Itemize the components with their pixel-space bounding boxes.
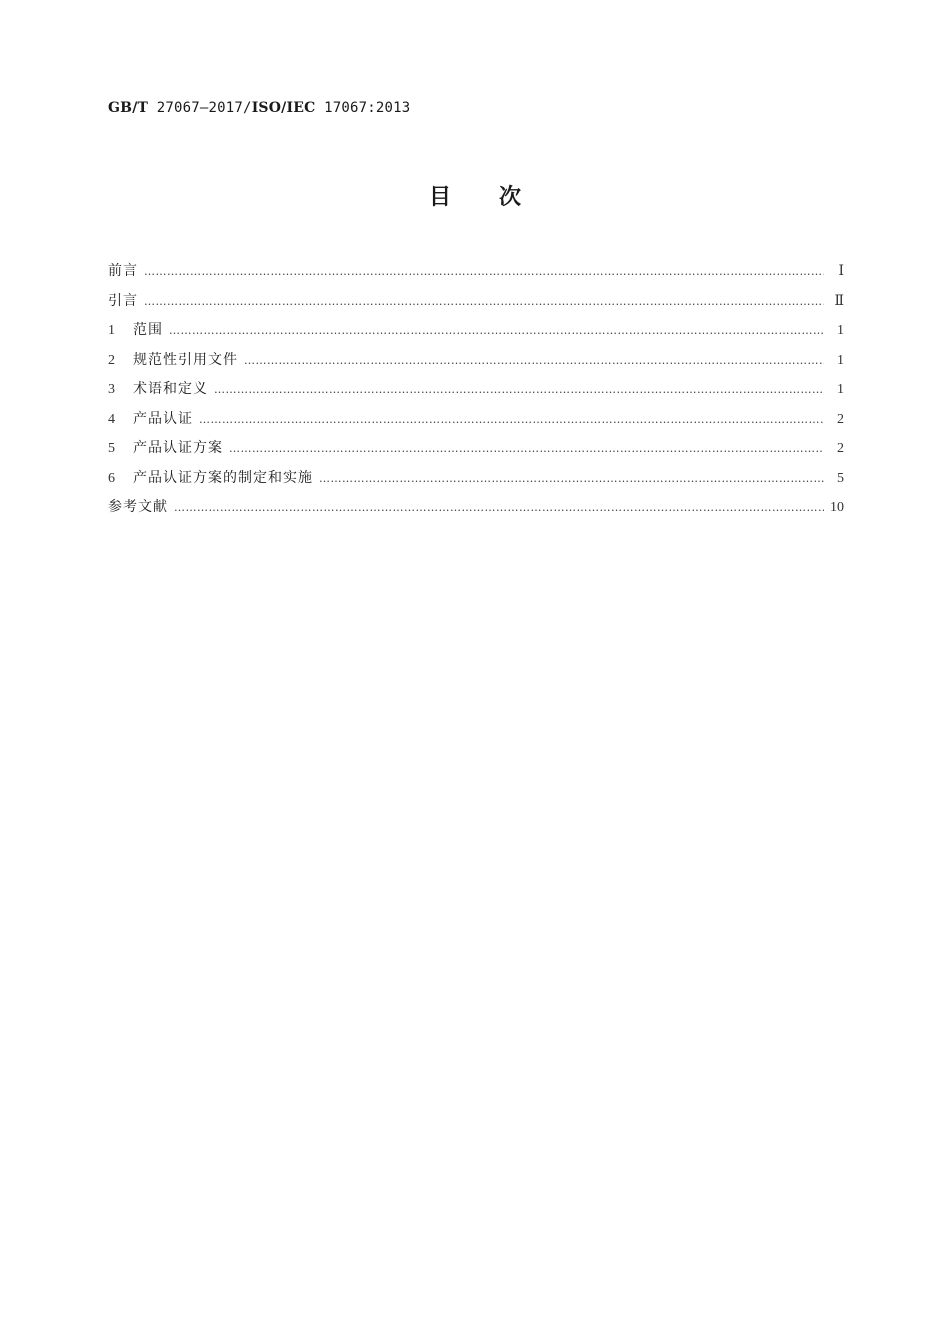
toc-leader-dots [174,495,824,521]
toc-entry-normative-references[interactable] [108,347,844,377]
toc-title: 目次 [428,185,569,210]
toc-entry-page: Ⅰ [838,264,844,279]
toc-entry-label: 规范性引用文件 [133,351,238,368]
toc-entry-scope[interactable] [108,317,844,347]
standard-prefix: GB/T [108,100,149,116]
toc-entry-foreword[interactable] [108,258,844,288]
iso-number: 17067:2013 [324,100,411,116]
toc-entry-bibliography[interactable] [108,494,844,524]
toc-entry-page: 2 [837,441,844,456]
iso-prefix: ISO/IEC [251,100,316,116]
toc-entry-page: 1 [837,352,844,368]
toc-entry-label: 产品认证方案 [133,440,223,456]
toc-entry-number: 5 [108,441,115,456]
toc-entry-terms-definitions[interactable] [108,376,844,406]
toc-entry-label: 范围 [133,322,163,338]
toc-entry-number: 2 [108,352,115,368]
toc-leader-dots [319,466,824,492]
toc-entry-certification-schemes[interactable] [108,435,844,465]
toc-entry-page: 1 [837,382,844,397]
toc-leader-dots [144,289,824,315]
toc-leader-dots [214,377,824,403]
toc-entry-number: 1 [108,323,115,338]
toc-entry-page: 5 [837,470,844,486]
table-of-contents [108,258,844,524]
toc-entry-number: 3 [108,382,115,397]
toc-entry-page: 2 [837,411,844,427]
toc-leader-dots [144,259,824,285]
toc-leader-dots [199,407,824,433]
toc-entry-scheme-development[interactable] [108,465,844,495]
toc-leader-dots [229,436,824,462]
toc-leader-dots [169,318,824,344]
toc-entry-label: 产品认证 [133,410,193,427]
toc-entry-number: 4 [108,411,115,427]
toc-entry-label: 引言 [108,292,138,309]
toc-entry-page: 10 [830,500,844,515]
toc-entry-label: 术语和定义 [133,381,208,397]
toc-entry-page: 1 [837,323,844,338]
toc-entry-introduction[interactable] [108,288,844,318]
document-header [108,100,410,116]
toc-entry-number: 6 [108,470,115,486]
toc-entry-product-certification[interactable] [108,406,844,436]
toc-entry-label: 产品认证方案的制定和实施 [133,469,313,486]
standard-number: 27067—2017/ [156,100,252,116]
toc-entry-label: 前言 [108,263,138,279]
toc-leader-dots [244,348,824,374]
toc-entry-label: 参考文献 [108,499,168,515]
toc-entry-page: Ⅱ [834,293,844,309]
